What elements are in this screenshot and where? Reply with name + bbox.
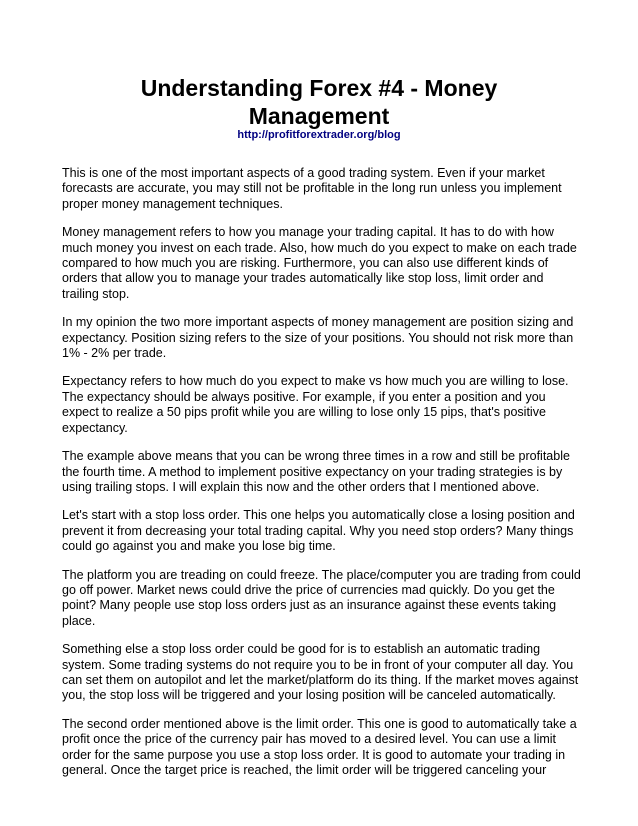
paragraph-line: much money you invest on each trade. Also, how much do you expect to make on each trade <box>62 240 577 255</box>
paragraph-line: The second order mentioned above is the limit order. This one is good to automatically take a <box>62 716 577 731</box>
paragraph-line: expectancy. Position sizing refers to the size of your positions. You should not risk more than <box>62 330 574 345</box>
paragraph-line: the fourth time. A method to implement positive expectancy on your trading strategies is by <box>62 464 563 479</box>
paragraph-line: orders that allow you to manage your trades automatically like stop loss, limit order and <box>62 271 544 286</box>
paragraph-line: expect to realize a 50 pips profit while you are willing to lose only 15 pips, that's positive <box>62 405 546 420</box>
paragraph-line: go off power. Market news could drive the price of currencies mad quickly. Do you get the <box>62 582 555 597</box>
source-link[interactable]: http://profitforextrader.org/blog <box>237 129 401 141</box>
paragraph-line: Expectancy refers to how much do you expect to make vs how much you are willing to lose. <box>62 374 569 389</box>
paragraph-line: place. <box>62 613 96 628</box>
paragraph-line: compared to how much you are risking. Furthermore, you can also use different kinds of <box>62 256 549 271</box>
paragraph <box>62 567 581 630</box>
paragraph-line: can set them on autopilot and let the market/platform do its thing. If the market moves against <box>62 672 579 687</box>
paragraph-line: order for the same purpose you use a stop loss order. It is good to automate your trading in <box>62 747 566 762</box>
paragraph-line: general. Once the target price is reached, the limit order will be triggered canceling your <box>62 763 547 777</box>
paragraph <box>62 449 578 495</box>
paragraph-line: The platform you are treading on could freeze. The place/computer you are trading from could <box>62 567 581 582</box>
paragraph-line: could go against you and make you lose big time. <box>62 539 336 554</box>
document-body <box>62 166 581 791</box>
paragraph-line: trailing stop. <box>62 286 130 301</box>
paragraph-line: you, the stop loss will be triggered and your losing position will be canceled automatically. <box>62 688 556 703</box>
paragraph <box>62 642 578 704</box>
paragraph-line: Let's start with a stop loss order. This one helps you automatically close a losing position and <box>62 508 575 523</box>
paragraph-line: profit once the price of the currency pair has moved to a desired level. You can use a limit <box>62 732 557 747</box>
paragraph-line: point? Many people use stop loss orders just as an insurance against these events taking <box>62 598 557 613</box>
paragraph-line: Money management refers to how you manage your trading capital. It has to do with how <box>62 225 554 240</box>
paragraph-line: system. Some trading systems do not require you to be in front of your computer all day. You <box>62 657 574 672</box>
paragraph <box>62 508 578 554</box>
paragraph <box>62 315 578 361</box>
title-line-2: Management <box>248 103 390 129</box>
paragraph <box>62 717 578 779</box>
paragraph-line: The example above means that you can be wrong three times in a row and still be profitable <box>62 449 570 464</box>
paragraph <box>62 166 578 212</box>
paragraph-line: expectancy. <box>62 420 128 435</box>
paragraph-line: The expectancy should be always positive. For example, if you enter a position and you <box>62 389 546 404</box>
paragraph-line: forecasts are accurate, you may still not be profitable in the long run unless you implement <box>62 181 562 196</box>
paragraph-line: 1% - 2% per trade. <box>62 346 167 361</box>
title-line-1: Understanding Forex #4 - Money <box>140 75 498 101</box>
paragraph <box>62 374 578 436</box>
paragraph-line: Something else a stop loss order could be good for is to establish an automatic trading <box>62 642 541 657</box>
document-title <box>120 74 518 130</box>
paragraph-line: prevent it from decreasing your total trading capital. Why you need stop orders? Many things <box>62 523 574 538</box>
paragraph-line: proper money management techniques. <box>62 196 283 211</box>
paragraph-line: This is one of the most important aspects of a good trading system. Even if your market <box>62 166 545 180</box>
paragraph-line: In my opinion the two more important aspects of money management are position sizing and <box>62 315 574 330</box>
paragraph-line: using trailing stops. I will explain this now and the other orders that I mentioned above. <box>62 479 540 494</box>
paragraph <box>62 225 578 302</box>
